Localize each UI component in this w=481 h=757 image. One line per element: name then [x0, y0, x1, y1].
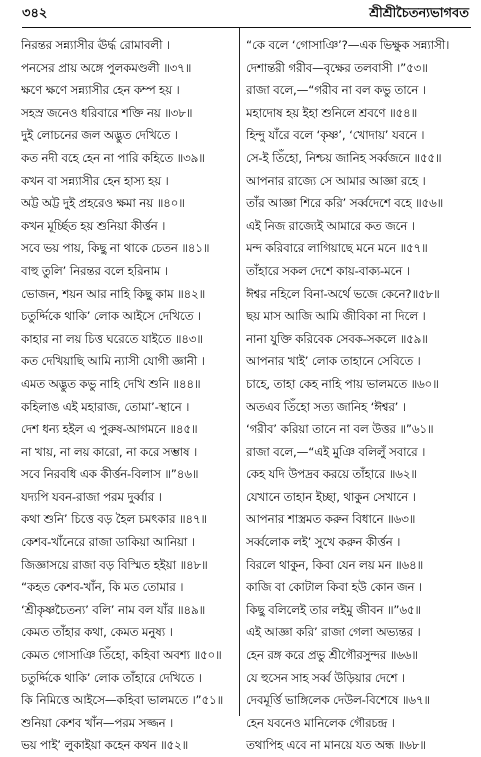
page-number: ৩৪২ [22, 6, 48, 21]
verse-line: ক্ষণে ক্ষণে সন্ন্যাসীর হেন কম্প হয় । [21, 83, 180, 98]
verse-line: চতুর্দ্দিকে থাকি’ লোক তাঁহারে দেখিতে । [21, 670, 202, 685]
verse-line: নিরন্তর সন্ন্যাসীর ঊর্দ্ধ রোমাবলী । [21, 38, 170, 52]
verse-line: তথাপিহ এবে না মানয়ে যত অন্ধ ॥৬৮॥ [246, 738, 426, 753]
verse-line: দেশ ধন্য হইল এ পুরুষ-আগমনে ॥৪৫॥ [21, 422, 198, 437]
verse-line: কত নদী বহে হেন না পারি কহিতে ॥৩৯॥ [21, 150, 205, 165]
verse-line: কথা শুনি’ চিত্তে বড় হৈল চমৎকার ॥৪৭॥ [21, 512, 207, 527]
verse-line: কি নিমিত্তে আইসে—কহিবা ভালমতে ।”৫১॥ [21, 693, 224, 708]
verse-line: অট্ট অট্ট দুই প্রহরেও ক্ষমা নয় ॥৪০॥ [21, 196, 185, 211]
verse-line: কখন মূর্চ্ছিত হয় শুনিয়া কীর্ত্তন । [21, 218, 166, 233]
verse-line: সে-ই তিঁহো, নিশ্চয় জানিহ সর্ব্বজনে ॥৫৫॥ [246, 150, 442, 165]
left-column [21, 34, 243, 757]
verse-line: কেশব-খাঁনেরে রাজা ডাকিয়া আনিয়া । [21, 535, 195, 550]
verse-line: এই নিজ রাজ্যেই আমারে কত জনে । [246, 218, 415, 233]
verse-line: সহস্র জনেও ধরিবারে শক্তি নয় ॥৩৮॥ [21, 105, 193, 120]
verse-line: কেমত তাঁহার কথা, কেমত মনুষ্য । [21, 625, 173, 640]
verse-line: ‘শ্রীকৃষ্ণচৈতন্য’ বলি’ নাম বল যাঁর ॥৪৯॥ [21, 602, 205, 617]
verse-line: কত দেখিয়াছি আমি ন্যাসী যোগী জ্ঞানী । [21, 354, 205, 369]
verse-line: কেমত গোসাঞি তিঁহো, কহিবা অবশ্য ॥৫০॥ [21, 648, 222, 663]
verse-line: ঈশ্বর নহিলে বিনা-অর্থে ভজে কেনে?॥৫৮॥ [246, 286, 440, 301]
verse-line: ছয় মাস আজি আমি জীবিকা না দিলে । [246, 309, 426, 324]
running-title: শ্রীশ্রীচৈতন্যভাগবত [369, 6, 469, 21]
verse-line: হিন্দু যাঁরে বলে ‘কৃষ্ণ’, ‘খোদায়’ যবনে । [246, 128, 425, 143]
verse-line: কখন বা সন্ন্যাসীর হেন হাস্য হয় । [21, 173, 169, 188]
verse-line: এমত অদ্ভুত কভু নাহি দেখি শুনি ॥৪৪॥ [21, 376, 201, 391]
verse-line: সবে নিরবধি এক কীর্ত্তন-বিলাস ॥”৪৬॥ [21, 467, 199, 482]
verse-line: এই আজ্ঞা করি’ রাজা গেলা অভ্যন্তর । [246, 625, 421, 640]
verse-line: শুনিয়া কেশব খাঁন—পরম সজ্জন । [21, 715, 174, 730]
verse-line: আপনার রাজ্যে সে আমার আজ্ঞা রহে । [246, 173, 426, 188]
verse-line: চতুর্দ্দিকে থাকি’ লোক আইসে দেখিতে । [21, 309, 201, 324]
verse-line: সবে ভয় পায়, কিছু না থাকে চেতন ॥৪১॥ [21, 241, 210, 256]
verse-line: কাজি বা কোটাল কিবা হউ কোন জন । [246, 580, 422, 595]
page-header [22, 2, 469, 24]
verse-line: যে হুসেন সাহ সর্ব্ব উড়িয়ার দেশে । [246, 670, 405, 685]
verse-line: মন্দ করিবারে লাগিয়াছে মনে মনে ॥৫৭॥ [246, 241, 428, 256]
right-column [246, 34, 474, 757]
verse-line: ভয় পাই’ লুকাইয়া কহেন কথন ॥৫২॥ [21, 738, 189, 753]
verse-line: বাহু তুলি’ নিরন্তর বলে হরিনাম । [21, 263, 168, 278]
verse-line: নানা যুক্তি করিবেক সেবক-সকলে ॥৫৯॥ [246, 331, 428, 346]
verse-line: কাহার না লয় চিত্ত ঘরেতে যাইতে ॥৪৩॥ [21, 331, 203, 346]
verse-line: কহিলাঙ এই মহারাজ, তোমা’-স্থানে । [21, 399, 190, 414]
verse-line: পনসের প্রায় অঙ্গে পুলকমণ্ডলী ॥৩৭॥ [21, 60, 192, 75]
verse-line: দেশান্তরী গরীব—বৃক্ষের তলবাসী ।”৫৩॥ [246, 60, 428, 75]
verse-line: “কহত কেশব-খাঁন, কি মত তোমার । [21, 580, 184, 595]
verse-line: না খায়, না লয় কারো, না করে সম্ভাষ । [21, 444, 198, 459]
verse-line: তাঁর আজ্ঞা শিরে করি’ সর্ব্বদেশে বহে ॥৫৬॥ [246, 196, 444, 211]
verse-line: যদ্যপি যবন-রাজা পরম দুর্ব্বার । [21, 489, 162, 504]
verse-line: তাঁহারে সকল দেশে কায়-বাক্য-মনে । [246, 263, 410, 278]
verse-line: কেহ যদি উপদ্রব করয়ে তাঁহারে ॥৬২॥ [246, 467, 417, 482]
verse-line: কিছু বলিলেই তার লইমু জীবন ॥”৬৫॥ [246, 602, 421, 617]
verse-line: অতএব তিঁহো সত্য জানিহ ‘ঈশ্বর’ । [246, 399, 406, 414]
verse-line: দুই লোচনের জল অদ্ভুত দেখিতে । [21, 128, 178, 143]
verse-line: বিরলে থাকুন, কিবা যেন লয় মন ॥৬৪॥ [246, 557, 424, 572]
verse-line: জিজ্ঞাসয়ে রাজা বড় বিস্মিত হইয়া ॥৪৮॥ [21, 557, 208, 572]
verse-line: হেন যবনেও মানিলেক গৌরচন্দ্র । [246, 715, 395, 730]
verse-line: রাজা বলে,—“গরীব না বল কভু তানে । [246, 83, 426, 98]
verse-line: মহাদোষ হয় ইহা শুনিলে শ্রবণে ॥৫৪॥ [246, 105, 418, 120]
verse-line: হেন রঙ্গ করে প্রভু শ্রীগৌরসুন্দর ॥৬৬॥ [246, 648, 418, 663]
verse-line: রাজা বলে,—“এই মুঞি বলিলুঁ সবারে । [246, 444, 426, 459]
verse-line: আপনার খাই’ লোক তাহানে সেবিতে । [246, 354, 421, 369]
header-rule [22, 27, 471, 28]
verse-line: সর্ব্বলোক লই’ সুখে করুন কীর্ত্তন । [246, 535, 401, 550]
verse-line: ভোজন, শয়ন আর নাহি কিছু কাম ॥৪২॥ [21, 286, 206, 301]
verse-line: চাহে, তাহা কেহ নাহি পায় ভালমতে ॥৬০॥ [246, 376, 439, 391]
verse-line: দেবমূর্ত্তি ভাঙ্গিলেক দেউল-বিশেষে ॥৬৭॥ [246, 693, 430, 708]
verse-line: “কে বলে ‘গোসাঞি’?—এক ভিক্ষুক সন্ন্যাসী। [246, 38, 450, 52]
verse-line: যেখানে তাহান ইচ্ছা, থাকুন সেখানে । [246, 489, 416, 504]
verse-line: ‘গরীব’ করিয়া তানে না বল উত্তর ॥”৬১॥ [246, 422, 434, 437]
verse-line: আপনার শাস্ত্রমত করুন বিধানে ॥৬৩॥ [246, 512, 416, 527]
